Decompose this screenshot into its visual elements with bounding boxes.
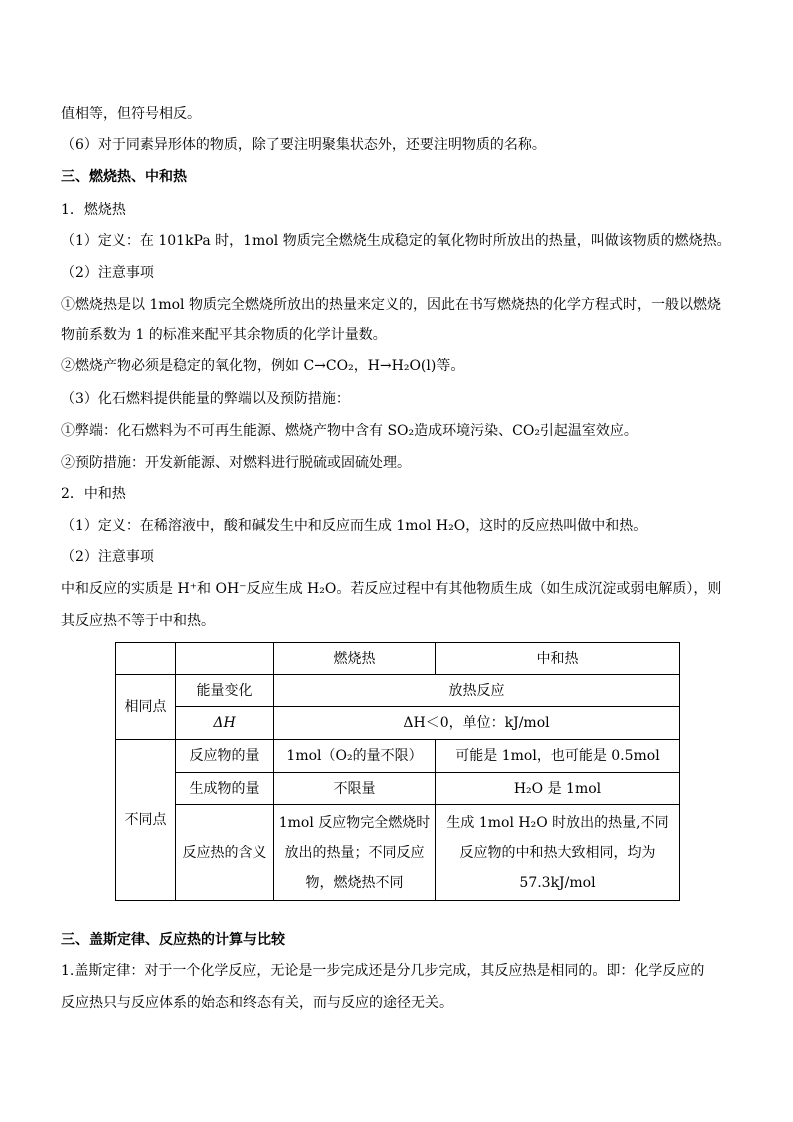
line-9: ②燃烧产物必须是稳定的氧化物，例如 C→CO₂，H→H₂O(l)等。 (61, 358, 465, 374)
line-2: （6）对于同素异形体的物质，除了要注明聚集状态外，还要注明物质的名称。 (61, 137, 546, 153)
table-group-different: 不同点 (116, 740, 176, 901)
line-8: 物前系数为 1 的标准来配平其余物质的化学计量数。 (61, 327, 387, 343)
section-heading-3: 三、燃烧热、中和热 (61, 169, 187, 185)
table-cell: 可能是 1mol，也可能是 0.5mol (436, 740, 680, 773)
table-row-label: 反应热的含义 (176, 805, 274, 901)
table-cell: 1mol（O₂的量不限） (274, 740, 436, 773)
line-1: 值相等，但符号相反。 (61, 106, 201, 122)
table-header-row (116, 643, 680, 675)
line-14: （1）定义：在稀溶液中，酸和碱发生中和反应而生成 1mol H₂O，这时的反应热叫做中和热。 (61, 518, 648, 534)
table-cell: ΔH＜0，单位：kJ/mol (274, 707, 680, 740)
table-corner-cell (116, 643, 176, 675)
table-row (116, 773, 680, 805)
table-cell: 1mol 反应物完全燃烧时放出的热量；不同反应物，燃烧热不同 (274, 805, 436, 901)
line-15: （2）注意事项 (61, 549, 154, 565)
table-row (116, 805, 680, 901)
table-row (116, 675, 680, 707)
line-7: ①燃烧热是以 1mol 物质完全燃烧所放出的热量来定义的，因此在书写燃烧热的化学方程式时，一般以燃烧 (61, 297, 721, 313)
table-cell: 生成 1mol H₂O 时放出的热量,不同反应物的中和热大致相同，均为 57.3kJ/mol (436, 805, 680, 901)
subheading-combustion-heat: 1．燃烧热 (61, 202, 126, 218)
line-11: ①弊端：化石燃料为不可再生能源、燃烧产物中含有 SO₂造成环境污染、CO₂引起温室效应。 (61, 423, 638, 439)
line-20: 反应热只与反应体系的始态和终态有关，而与反应的途径无关。 (61, 995, 453, 1011)
line-6: （2）注意事项 (61, 265, 154, 281)
line-5: （1）定义：在 101kPa 时，1mol 物质完全燃烧生成稳定的氧化物时所放出的热量，叫做该物质的燃烧热。 (61, 233, 731, 249)
table-row (116, 740, 680, 773)
table-header-blank (176, 643, 274, 675)
table-cell: 放热反应 (274, 675, 680, 707)
table-row (116, 707, 680, 740)
subheading-neutralization-heat: 2．中和热 (61, 486, 126, 502)
comparison-table (115, 642, 680, 901)
table-cell: H₂O 是 1mol (436, 773, 680, 805)
table-row-label: 反应物的量 (176, 740, 274, 773)
table-row-label: 能量变化 (176, 675, 274, 707)
table-header-combustion: 燃烧热 (274, 643, 436, 675)
line-10: （3）化石燃料提供能量的弊端以及预防措施： (61, 391, 350, 407)
line-16: 中和反应的实质是 H⁺和 OH⁻反应生成 H₂O。若反应过程中有其他物质生成（如生成沉淀或弱电解质），则 (61, 581, 722, 597)
line-12: ②预防措施：开发新能源、对燃料进行脱硫或固硫处理。 (61, 455, 411, 471)
table-header-neutralization: 中和热 (436, 643, 680, 675)
table-row-label: 生成物的量 (176, 773, 274, 805)
line-19: 1.盖斯定律：对于一个化学反应，无论是一步完成还是分几步完成，其反应热是相同的。即：化学反应的 (61, 963, 705, 979)
line-17: 其反应热不等于中和热。 (61, 613, 215, 629)
table-cell: 不限量 (274, 773, 436, 805)
table-group-same: 相同点 (116, 675, 176, 740)
section-heading-hess: 三、盖斯定律、反应热的计算与比较 (61, 932, 285, 948)
table-row-label: ΔH (176, 707, 274, 740)
